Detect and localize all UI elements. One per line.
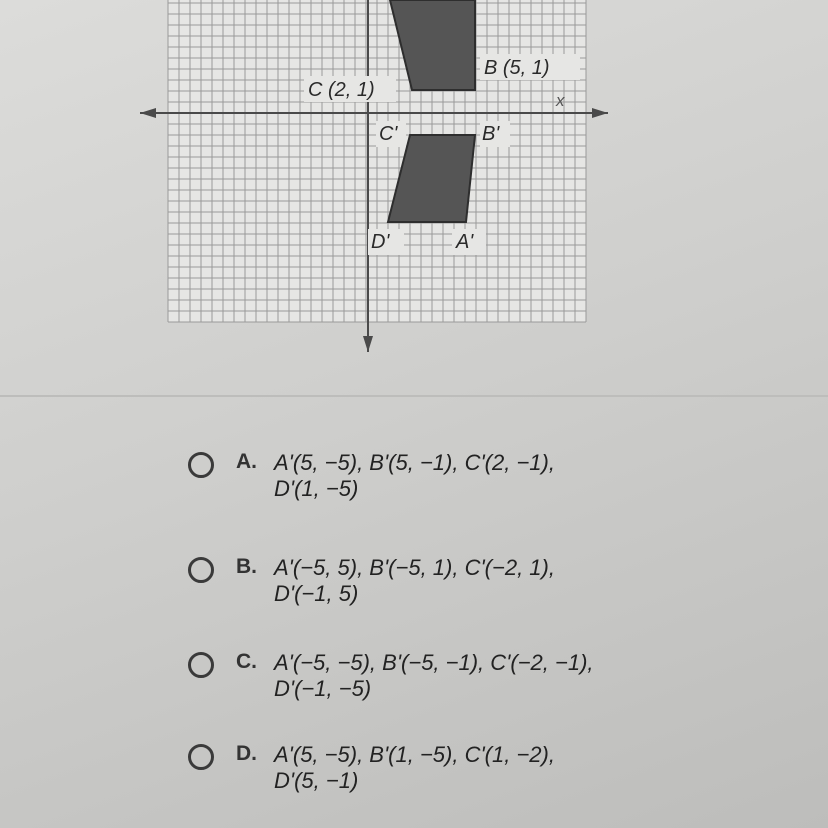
radio-c[interactable]	[188, 652, 214, 678]
choice-d-line1: A'(5, −5), B'(1, −5), C'(1, −2),	[274, 742, 555, 767]
section-divider	[0, 395, 828, 397]
label-a-prime: A'	[456, 231, 474, 253]
x-axis-left-arrow	[140, 108, 156, 118]
choice-d-text	[274, 742, 555, 794]
x-axis-label: x	[556, 91, 565, 110]
label-d-prime: D'	[371, 231, 390, 253]
choice-b-text	[274, 555, 555, 607]
choice-c[interactable]	[188, 650, 748, 720]
choice-b-line1: A'(−5, 5), B'(−5, 1), C'(−2, 1),	[274, 555, 555, 580]
radio-d[interactable]	[188, 744, 214, 770]
coordinate-graph	[0, 0, 828, 380]
label-c: C (2, 1)	[308, 79, 375, 101]
choice-a-line2: D'(1, −5)	[274, 476, 359, 501]
choice-c-letter: C.	[236, 650, 257, 673]
y-axis-down-arrow	[363, 336, 373, 352]
choice-b-line2: D'(−1, 5)	[274, 581, 359, 606]
choice-a-letter: A.	[236, 450, 257, 473]
choice-a-line1: A'(5, −5), B'(5, −1), C'(2, −1),	[274, 450, 555, 475]
radio-b[interactable]	[188, 557, 214, 583]
choice-a[interactable]	[188, 450, 748, 520]
choice-d-letter: D.	[236, 742, 257, 765]
choice-b[interactable]	[188, 555, 748, 625]
x-axis-right-arrow	[592, 108, 608, 118]
label-b-prime: B'	[482, 123, 500, 145]
choice-d[interactable]	[188, 742, 748, 812]
choice-c-line2: D'(−1, −5)	[274, 676, 372, 701]
choice-b-letter: B.	[236, 555, 257, 578]
radio-a[interactable]	[188, 452, 214, 478]
choice-c-line1: A'(−5, −5), B'(−5, −1), C'(−2, −1),	[274, 650, 594, 675]
label-c-prime: C'	[379, 123, 398, 145]
graph-svg	[0, 0, 828, 380]
choice-a-text	[274, 450, 555, 502]
choice-c-text	[274, 650, 594, 702]
choice-d-line2: D'(5, −1)	[274, 768, 359, 793]
label-b: B (5, 1)	[484, 57, 550, 79]
